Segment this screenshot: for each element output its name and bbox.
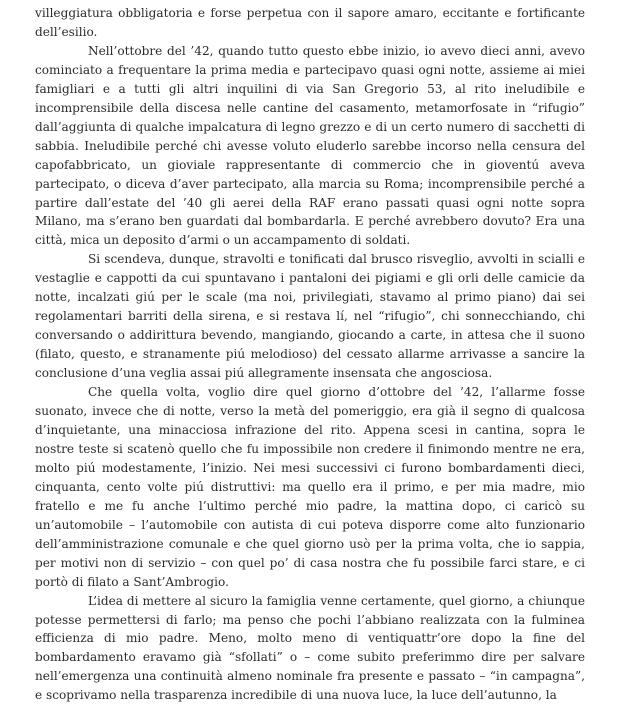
paragraph-continuation: villeggiatura obbligatoria e forse perpetua con il sapore amaro, eccitante e fortificante dell’esilio. [35,6,585,39]
paragraph: Che quella volta, voglio dire quel giorno d’ottobre del ’42, l’allarme fosse suonato, invece che di notte, verso la metà del pomeriggio, era già il segno di qualcosa d’inquietante, una minacciosa infrazione del rito. Appena scesi in cantina, sopra le nostre teste si scatenò quello che fu impossibile non credere il finimondo mentre ne era, molto piú modestamente, l’inizio. Nei mesi successivi ci furono bombardamenti dieci, cinquanta, cento volte piú distruttivi: ma quello era il primo, e per mia madre, mio fratello e me fu anche l’ultimo perché mio padre, la mattina dopo, ci caricò su un’automobile – l’automobile con autista di cui poteva disporre come alto funzionario dell’amministrazione comunale e che quel giorno usò per la prima volta, che io sappia, per motivi non di servizio – con quel po’ di casa nostra che fu possibile farci stare, e ci portò di filato a Sant’Ambrogio. [35,385,585,589]
text-column [35,4,585,705]
paragraph: Nell’ottobre del ’42, quando tutto questo ebbe inizio, io avevo dieci anni, avevo cominciato a frequentare la prima media e partecipavo quasi ogni notte, assieme ai miei famigliari e a tutti gli altri inquilini di via San Gregorio 53, al rito ineludibile e incomprensibile della discesa nelle cantine del casamento, metamorfosate in “rifugio” dall’aggiunta di qualche impalcatura di legno grezzo e di un certo numero di sacchetti di sabbia. Ineludibile perché chi avesse voluto eluderlo sarebbe incorso nella censura del capofabbricato, un gioviale rappresentante di commercio che in gioventú aveva partecipato, o diceva d’aver partecipato, alla marcia su Roma; incomprensibile perché a partire dall’estate del ’40 gli aerei della RAF erano passati quasi ogni notte sopra Milano, ma s’erano ben guardati dal bombardarla. E perché avrebbero dovuto? Era una città, mica un deposito d’armi o un accampamento di soldati. [35,43,585,248]
paragraph: L’idea di mettere al sicuro la famiglia venne certamente, quel giorno, a chiunque potesse permettersi di farlo; ma penso che pochi l’abbiano realizzata con la fulminea efficienza di mio padre. Meno, molto meno di ventiquattr’ore dopo la fine del bombardamento eravamo già “sfollati” o – come subito preferimmo dire per salvare nell’emergenza una continuità almeno nominale fra presente e passato – “in campagna”, e scoprivamo nella trasparenza incredibile di una nuova luce, la luce dell’autunno, la [35,593,585,703]
paragraph: Si scendeva, dunque, stravolti e tonificati dal brusco risveglio, avvolti in scialli e vestaglie e cappotti da cui spuntavano i pantaloni dei pigiami e gli orli delle camicie da notte, incalzati giú per le scale (ma noi, privilegiati, stavamo al primo piano) dai sei regolamentari barriti della sirena, e si restava lí, nel “rifugio”, chi sonnecchiando, chi conversando o addirittura bevendo, mangiando, giocando a carte, in attesa che il suono (filato, questo, e stranamente piú melodioso) del cessato allarme arrivasse a sancire la conclusione d’una veglia assai piú allegramente insensata che angosciosa. [35,252,585,381]
